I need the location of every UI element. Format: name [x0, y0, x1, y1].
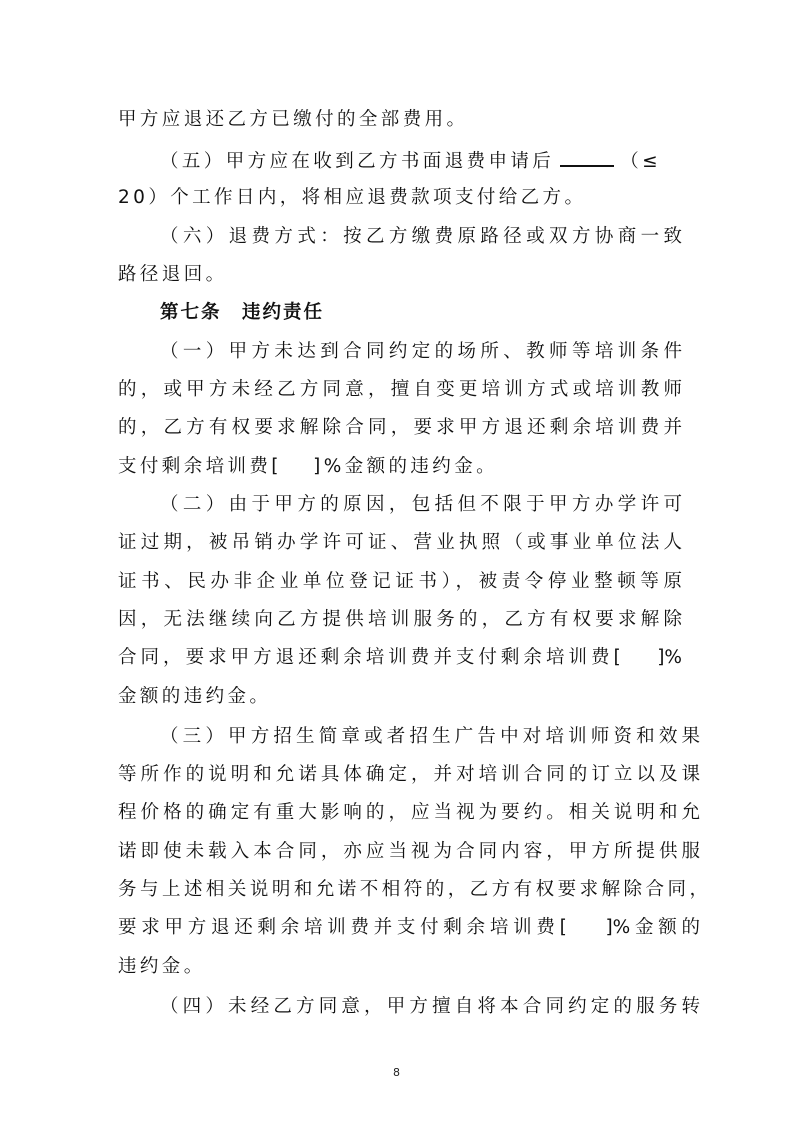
text-line: 甲方应退还乙方已缴付的全部费用。	[118, 109, 469, 130]
text-line: （二）由于甲方的原因，包括但不限于甲方办学许可	[160, 494, 682, 515]
text-line: 合同，要求甲方退还剩余培训费并支付剩余培训费[ ]%	[118, 647, 682, 668]
clause-6-line: （六）退费方式：按乙方缴费原路径或双方协商一致	[160, 226, 682, 247]
text-line: 务与上述相关说明和允诺不相符的，乙方有权要求解除合同，	[118, 879, 708, 900]
text-line: 的，乙方有权要求解除合同，要求甲方退还剩余培训费并	[118, 417, 682, 438]
page-number: 8	[393, 1066, 400, 1079]
text-line: 证过期，被吊销办学许可证、营业执照（或事业单位法人	[118, 532, 682, 553]
text-line: 因，无法继续向乙方提供培训服务的，乙方有权要求解除	[118, 609, 682, 630]
text-line: 要求甲方退还剩余培训费并支付剩余培训费[ ]%金额的	[118, 917, 700, 938]
clause-5-text: （五）甲方应在收到乙方书面退费申请后	[160, 151, 555, 172]
clause-5-line	[160, 147, 682, 174]
text-line: 路径退回。	[118, 264, 228, 285]
text-line: 诺即使未载入本合同，亦应当视为合同内容，甲方所提供服	[118, 841, 700, 862]
text-line: 金额的违约金。	[118, 686, 272, 707]
text-line: 20）个工作日内，将相应退费款项支付给乙方。	[118, 187, 587, 208]
fill-in-blank[interactable]	[560, 147, 614, 167]
text-line: 违约金。	[118, 956, 206, 977]
text-line: （一）甲方未达到合同约定的场所、教师等培训条件	[160, 341, 682, 362]
text-line: 的，或甲方未经乙方同意，擅自变更培训方式或培训教师	[118, 379, 682, 400]
text-line: 支付剩余培训费[ ]%金额的违约金。	[118, 456, 498, 477]
text-line: 等所作的说明和允诺具体确定，并对培训合同的订立以及课	[118, 764, 700, 785]
section-heading: 第七条 违约责任	[160, 302, 325, 323]
text-line: 证书、民办非企业单位登记证书），被责令停业整顿等原	[118, 571, 682, 592]
text-line: （三）甲方招生简章或者招生广告中对培训师资和效果	[160, 726, 700, 747]
clause-5-suffix: （≤	[620, 151, 662, 172]
text-line: 程价格的确定有重大影响的，应当视为要约。相关说明和允	[118, 802, 700, 823]
text-line: （四）未经乙方同意，甲方擅自将本合同约定的服务转	[160, 996, 700, 1017]
